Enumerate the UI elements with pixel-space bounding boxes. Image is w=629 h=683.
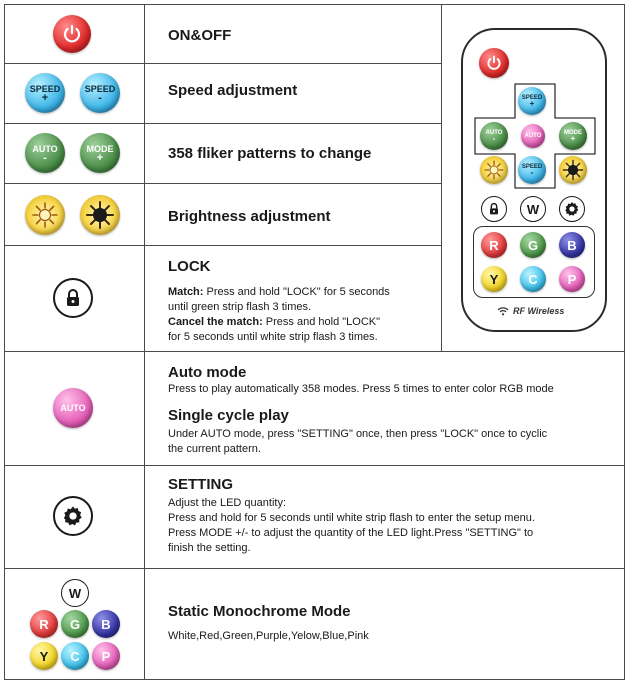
static-title: Static Monochrome Mode [168, 603, 351, 620]
static-section [168, 603, 608, 644]
red-label: R [39, 616, 49, 632]
auto-title: Auto mode [168, 364, 247, 381]
remote-cyan-button[interactable] [520, 266, 546, 292]
grid-row-3 [4, 183, 441, 184]
remote-speed-plus-sign: + [529, 99, 535, 108]
remote-blue-button[interactable] [559, 232, 585, 258]
pink-label: P [101, 648, 111, 664]
remote-speed-minus-sign: - [530, 168, 534, 177]
mode-plus-label: MODE [86, 143, 114, 154]
remote-red-button[interactable] [481, 232, 507, 258]
remote-blue-label: B [567, 237, 577, 253]
red-button[interactable] [30, 610, 58, 638]
blue-button[interactable] [92, 610, 120, 638]
blue-label: B [101, 616, 111, 632]
auto-minus-button[interactable] [25, 133, 65, 173]
lock-icon [64, 288, 82, 308]
white-button[interactable] [61, 579, 89, 607]
single-cycle-desc-1: Under AUTO mode, press "SETTING" once, then press "LOCK" once to cyclic [168, 428, 548, 440]
speed-minus-label: SPEED [84, 83, 116, 94]
setting-line-4: finish the setting. [168, 542, 251, 554]
grid-row-2 [4, 123, 441, 124]
lock-button[interactable] [53, 278, 93, 318]
setting-title: SETTING [168, 476, 234, 493]
auto-minus-label: AUTO [32, 143, 58, 154]
setting-button[interactable] [53, 496, 93, 536]
remote-pink-label: P [567, 271, 577, 287]
sun-dark-icon [85, 200, 115, 230]
lock-cancel-line2: for 5 seconds until white strip flash 3 times. [168, 331, 378, 343]
yellow-label: Y [39, 648, 49, 664]
wifi-icon [497, 306, 509, 316]
remote-lock-icon [488, 202, 500, 216]
setting-section [168, 476, 618, 556]
remote-green-button[interactable] [520, 232, 546, 258]
remote-control [461, 28, 607, 332]
green-button[interactable] [61, 610, 89, 638]
power-button[interactable] [53, 15, 91, 53]
grid-right [624, 4, 625, 680]
speed-plus-button[interactable] [25, 73, 65, 113]
remote-auto-button[interactable] [521, 124, 545, 148]
grid-left [4, 4, 5, 680]
grid-bottom [4, 679, 625, 680]
power-title: ON&OFF [168, 27, 232, 44]
remote-power-button[interactable] [479, 48, 509, 78]
lock-title: LOCK [168, 258, 211, 275]
remote-sun-light-icon [483, 159, 505, 181]
remote-gear-icon [564, 201, 580, 217]
grid-row-5 [4, 351, 625, 352]
grid-col-divider [144, 4, 145, 680]
pink-button[interactable] [92, 642, 120, 670]
remote-speed-minus-label: SPEED [521, 164, 543, 170]
remote-yellow-label: Y [489, 271, 499, 287]
white-label: W [68, 585, 82, 601]
brightness-down-button[interactable] [25, 195, 65, 235]
cyan-button[interactable] [61, 642, 89, 670]
single-cycle-title: Single cycle play [168, 407, 289, 424]
single-cycle-desc-2: the current pattern. [168, 443, 261, 455]
lock-match-line [168, 285, 438, 300]
speed-plus-sign: + [41, 91, 49, 104]
speed-plus-label: SPEED [29, 83, 61, 94]
auto-minus-sign: - [43, 151, 47, 164]
speed-minus-button[interactable] [80, 73, 120, 113]
remote-auto-minus-label: AUTO [485, 130, 503, 136]
mode-plus-sign: + [96, 151, 104, 164]
remote-red-label: R [489, 237, 499, 253]
gear-icon [62, 505, 84, 527]
remote-speed-minus-button[interactable] [518, 156, 546, 184]
speed-minus-sign: - [98, 91, 102, 104]
lock-match-label: Match: [168, 286, 204, 298]
sun-light-icon [30, 200, 60, 230]
auto-section [168, 364, 618, 457]
remote-power-icon [486, 55, 502, 71]
cyan-label: C [70, 648, 80, 664]
remote-mode-plus-label: MODE [564, 130, 582, 136]
lock-cancel-line [168, 315, 438, 330]
remote-yellow-button[interactable] [481, 266, 507, 292]
remote-sun-dark-icon [562, 159, 584, 181]
brightness-title: Brightness adjustment [168, 208, 331, 225]
lock-section [168, 258, 438, 345]
remote-speed-plus-label: SPEED [521, 95, 543, 101]
mode-plus-button[interactable] [80, 133, 120, 173]
lock-cancel-text: Press and hold "LOCK" [262, 316, 381, 328]
remote-pink-button[interactable] [559, 266, 585, 292]
speed-title: Speed adjustment [168, 82, 298, 99]
remote-green-label: G [527, 237, 539, 253]
remote-brightness-down-button[interactable] [480, 156, 508, 184]
green-label: G [69, 616, 81, 632]
remote-auto-minus-button[interactable] [480, 122, 508, 150]
grid-row-1 [4, 63, 441, 64]
remote-auto-minus-sign: - [492, 134, 496, 143]
grid-row-7 [4, 568, 625, 569]
setting-line-3: Press MODE +/- to adjust the quantity of the LED light.Press "SETTING" to [168, 527, 534, 539]
remote-brand-label: RF Wireless [513, 306, 565, 316]
remote-mode-plus-button[interactable] [559, 122, 587, 150]
remote-mode-plus-sign: + [570, 134, 576, 143]
remote-setting-button[interactable] [559, 196, 585, 222]
remote-cyan-label: C [528, 271, 538, 287]
auto-button-label: AUTO [60, 403, 86, 413]
lock-match-text: Press and hold "LOCK" for 5 seconds [203, 286, 390, 298]
brightness-up-button[interactable] [80, 195, 120, 235]
remote-white-label: W [526, 201, 540, 217]
yellow-button[interactable] [30, 642, 58, 670]
auto-button[interactable] [53, 388, 93, 428]
remote-lock-button[interactable] [481, 196, 507, 222]
grid-top [4, 4, 625, 5]
remote-white-button[interactable] [520, 196, 546, 222]
setting-line-1: Adjust the LED quantity: [168, 497, 287, 509]
lock-match-line2: until green strip flash 3 times. [168, 301, 312, 313]
setting-line-2: Press and hold for 5 seconds until white strip flash to enter the setup menu. [168, 512, 535, 524]
remote-auto-label: AUTO [524, 133, 542, 139]
static-desc: White,Red,Green,Purple,Yelow,Blue,Pink [168, 630, 369, 642]
remote-speed-plus-button[interactable] [518, 87, 546, 115]
grid-row-6 [4, 465, 625, 466]
power-icon [62, 24, 82, 44]
auto-desc: Press to play automatically 358 modes. Press 5 times to enter color RGB mode [168, 383, 554, 395]
remote-brightness-up-button[interactable] [559, 156, 587, 184]
grid-remote-divider [441, 4, 442, 351]
lock-cancel-label: Cancel the match: [168, 316, 263, 328]
patterns-title: 358 fliker patterns to change [168, 145, 372, 162]
grid-row-4 [4, 245, 441, 246]
